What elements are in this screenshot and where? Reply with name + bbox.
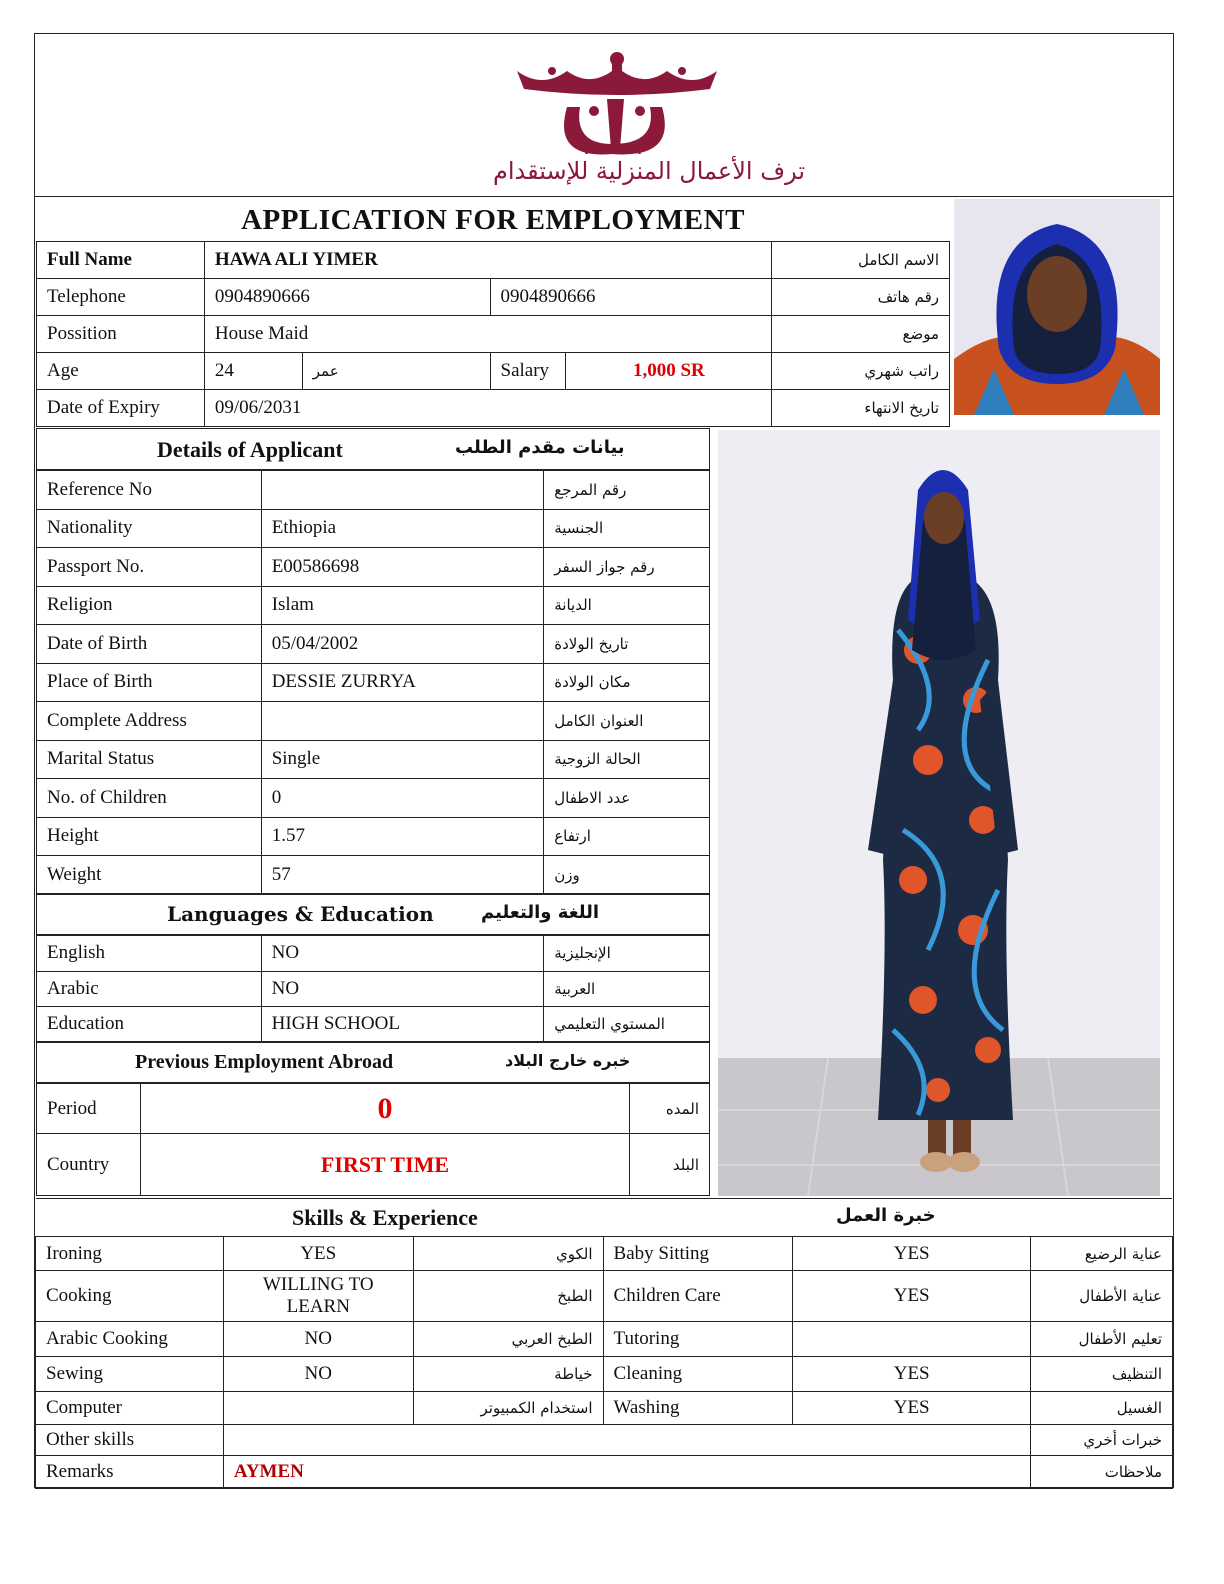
skill-right-value: YES xyxy=(793,1237,1031,1271)
details-value: DESSIE ZURRYA xyxy=(261,663,544,702)
details-value: Single xyxy=(261,740,544,779)
position-ar: موضع xyxy=(772,316,950,353)
row-age xyxy=(37,353,950,390)
skill-right-ar: الغسيل xyxy=(1031,1392,1173,1425)
expiry-value: 09/06/2031 xyxy=(204,390,771,427)
telephone-value-2: 0904890666 xyxy=(490,279,772,316)
details-row xyxy=(37,817,710,856)
telephone-label: Telephone xyxy=(37,279,205,316)
languages-ar: الإنجليزية xyxy=(544,936,710,972)
salary-ar: راتب شهري xyxy=(772,353,950,390)
details-ar: الديانة xyxy=(544,586,710,625)
details-ar: الجنسية xyxy=(544,509,710,548)
skills-row xyxy=(36,1322,1173,1357)
details-value xyxy=(261,471,544,510)
details-label: Weight xyxy=(37,856,262,895)
details-row xyxy=(37,471,710,510)
details-ar: مكان الولادة xyxy=(544,663,710,702)
previous-title-ar: خبره خارج البلاد xyxy=(505,1051,631,1070)
telephone-value-1: 0904890666 xyxy=(204,279,490,316)
previous-table xyxy=(36,1083,710,1196)
skill-left-label: Computer xyxy=(36,1392,224,1425)
details-ar: وزن xyxy=(544,856,710,895)
skill-right-value: YES xyxy=(793,1392,1031,1425)
skills-header xyxy=(36,1198,1172,1236)
telephone-ar: رقم هاتف xyxy=(772,279,950,316)
full-name-ar: الاسم الكامل xyxy=(772,242,950,279)
skill-left-ar: الطبخ xyxy=(413,1271,603,1322)
skills-table xyxy=(35,1236,1173,1489)
expiry-ar: تاريخ الانتهاء xyxy=(772,390,950,427)
other-skills-label: Other skills xyxy=(36,1425,224,1456)
details-row xyxy=(37,779,710,818)
full-name-label: Full Name xyxy=(37,242,205,279)
skill-right-label: Washing xyxy=(603,1392,793,1425)
full-body-figure-icon xyxy=(718,430,1160,1196)
details-value: 05/04/2002 xyxy=(261,625,544,664)
age-value: 24 xyxy=(204,353,302,390)
page-title: APPLICATION FOR EMPLOYMENT xyxy=(241,204,745,236)
languages-label: English xyxy=(37,936,262,972)
details-row xyxy=(37,548,710,587)
previous-header xyxy=(36,1041,710,1083)
row-expiry xyxy=(37,390,950,427)
details-title-ar: بيانات مقدم الطلب xyxy=(455,437,625,458)
skills-row xyxy=(36,1357,1173,1392)
expiry-label: Date of Expiry xyxy=(37,390,205,427)
details-label: Passport No. xyxy=(37,548,262,587)
details-title-en: Details of Applicant xyxy=(157,437,343,462)
languages-title-ar: اللغة والتعليم xyxy=(481,902,600,923)
details-label: Complete Address xyxy=(37,702,262,741)
languages-ar: المستوي التعليمي xyxy=(544,1007,710,1043)
details-value: Islam xyxy=(261,586,544,625)
languages-header xyxy=(36,893,710,935)
portrait-photo xyxy=(954,199,1160,415)
period-ar: المده xyxy=(630,1084,710,1134)
skills-row xyxy=(36,1237,1173,1271)
skill-right-value xyxy=(793,1322,1031,1357)
other-skills-ar: خبرات أخري xyxy=(1031,1425,1173,1456)
country-label: Country xyxy=(37,1134,141,1196)
languages-row xyxy=(37,1007,710,1043)
skill-left-label: Ironing xyxy=(36,1237,224,1271)
languages-value: NO xyxy=(261,936,544,972)
skill-right-ar: عناية الأطفال xyxy=(1031,1271,1173,1322)
skill-left-value xyxy=(223,1392,413,1425)
languages-label: Arabic xyxy=(37,971,262,1007)
skills-row xyxy=(36,1271,1173,1322)
languages-row xyxy=(37,936,710,972)
details-row xyxy=(37,663,710,702)
skills-row xyxy=(36,1392,1173,1425)
details-label: Nationality xyxy=(37,509,262,548)
skill-right-value: YES xyxy=(793,1271,1031,1322)
salary-value: 1,000 SR xyxy=(566,353,772,390)
skill-right-label: Cleaning xyxy=(603,1357,793,1392)
details-value: 0 xyxy=(261,779,544,818)
skill-right-ar: تعليم الأطفال xyxy=(1031,1322,1173,1357)
languages-value: HIGH SCHOOL xyxy=(261,1007,544,1043)
details-row xyxy=(37,509,710,548)
details-ar: ارتفاع xyxy=(544,817,710,856)
skills-other-row xyxy=(36,1425,1173,1456)
skill-right-label: Children Care xyxy=(603,1271,793,1322)
skill-left-value: NO xyxy=(223,1357,413,1392)
languages-value: NO xyxy=(261,971,544,1007)
details-ar: رقم المرجع xyxy=(544,471,710,510)
languages-ar: العربية xyxy=(544,971,710,1007)
remarks-label: Remarks xyxy=(36,1456,224,1489)
details-value: 57 xyxy=(261,856,544,895)
period-label: Period xyxy=(37,1084,141,1134)
skill-left-value: YES xyxy=(223,1237,413,1271)
row-telephone xyxy=(37,279,950,316)
position-value: House Maid xyxy=(204,316,771,353)
country-ar: البلد xyxy=(630,1134,710,1196)
skill-right-label: Tutoring xyxy=(603,1322,793,1357)
country-value: FIRST TIME xyxy=(140,1134,629,1196)
remarks-ar: ملاحظات xyxy=(1031,1456,1173,1489)
details-row xyxy=(37,740,710,779)
details-label: Marital Status xyxy=(37,740,262,779)
details-value: Ethiopia xyxy=(261,509,544,548)
details-value xyxy=(261,702,544,741)
details-row xyxy=(37,586,710,625)
previous-title-en: Previous Employment Abroad xyxy=(135,1051,394,1073)
top-info-table xyxy=(36,241,950,427)
details-row xyxy=(37,856,710,895)
languages-table xyxy=(36,935,710,1043)
languages-row xyxy=(37,971,710,1007)
skill-left-label: Sewing xyxy=(36,1357,224,1392)
row-full-name xyxy=(37,242,950,279)
skill-right-label: Baby Sitting xyxy=(603,1237,793,1271)
row-position xyxy=(37,316,950,353)
logo-area xyxy=(34,33,1174,197)
details-label: No. of Children xyxy=(37,779,262,818)
skill-left-ar: استخدام الكمبيوتر xyxy=(413,1392,603,1425)
details-ar: العنوان الكامل xyxy=(544,702,710,741)
details-label: Religion xyxy=(37,586,262,625)
details-row xyxy=(37,702,710,741)
details-label: Reference No xyxy=(37,471,262,510)
details-label: Height xyxy=(37,817,262,856)
details-row xyxy=(37,625,710,664)
skill-right-ar: التنظيف xyxy=(1031,1357,1173,1392)
other-skills-value xyxy=(223,1425,1030,1456)
details-header xyxy=(36,428,710,470)
skill-left-label: Arabic Cooking xyxy=(36,1322,224,1357)
full-name-value: HAWA ALI YIMER xyxy=(204,242,771,279)
details-value: 1.57 xyxy=(261,817,544,856)
logo-arabic-text: ترف الأعمال المنزلية للإستقدام xyxy=(493,157,805,185)
details-table xyxy=(36,470,710,895)
details-ar: عدد الاطفال xyxy=(544,779,710,818)
skill-right-ar: عناية الرضيع xyxy=(1031,1237,1173,1271)
languages-title-en: Languages & Education xyxy=(167,902,434,926)
age-label: Age xyxy=(37,353,205,390)
remarks-row xyxy=(36,1456,1173,1489)
skill-left-value: NO xyxy=(223,1322,413,1357)
row-period xyxy=(37,1084,710,1134)
skills-title-en: Skills & Experience xyxy=(292,1205,478,1230)
details-value: E00586698 xyxy=(261,548,544,587)
skill-left-ar: خياطة xyxy=(413,1357,603,1392)
skill-left-label: Cooking xyxy=(36,1271,224,1322)
position-label: Possition xyxy=(37,316,205,353)
period-value: 0 xyxy=(140,1084,629,1134)
skill-left-ar: الكوي xyxy=(413,1237,603,1271)
details-label: Date of Birth xyxy=(37,625,262,664)
logo-latin-text: TARAF xyxy=(582,143,651,157)
skill-left-value: WILLING TO LEARN xyxy=(223,1271,413,1322)
portrait-figure-icon xyxy=(954,199,1160,415)
skills-title-ar: خبرة العمل xyxy=(836,1205,936,1226)
details-ar: الحالة الزوجية xyxy=(544,740,710,779)
salary-label: Salary xyxy=(490,353,566,390)
row-country xyxy=(37,1134,710,1196)
languages-label: Education xyxy=(37,1007,262,1043)
details-ar: رقم جواز السفر xyxy=(544,548,710,587)
remarks-value: AYMEN xyxy=(223,1456,1030,1489)
full-body-photo xyxy=(718,430,1160,1196)
age-ar: عمر xyxy=(302,353,490,390)
details-ar: تاريخ الولادة xyxy=(544,625,710,664)
skill-right-value: YES xyxy=(793,1357,1031,1392)
details-label: Place of Birth xyxy=(37,663,262,702)
skill-left-ar: الطبخ العربي xyxy=(413,1322,603,1357)
